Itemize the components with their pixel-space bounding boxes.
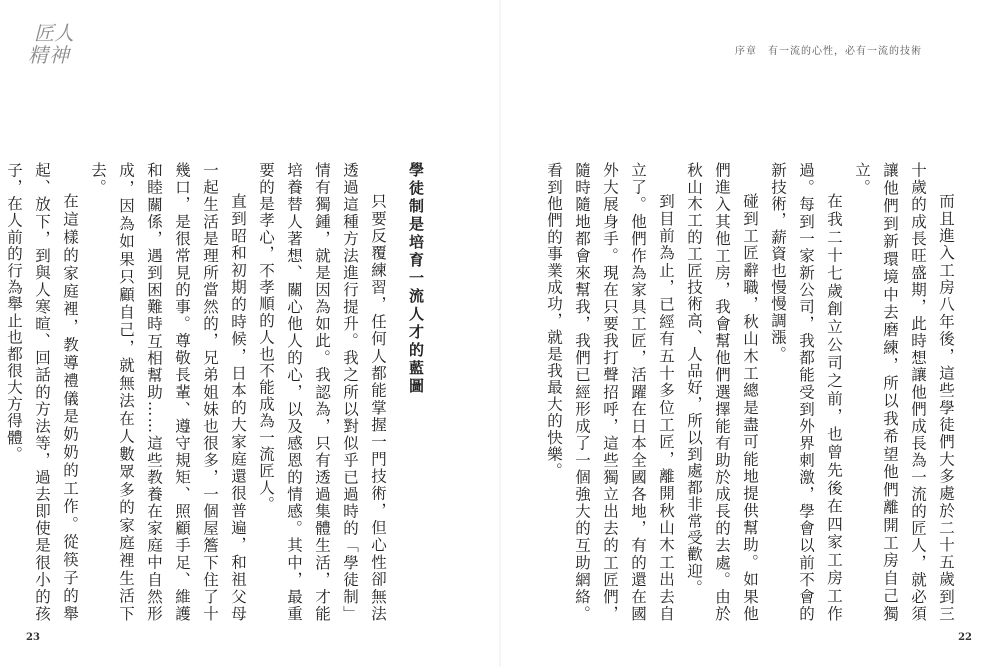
logo-line-2: 精神 — [28, 43, 70, 67]
paragraph: 在這樣的家庭裡，教導禮儀是奶奶的工作。從筷子的舉起、放下，到與人寒暄、回話的方法等，過去即使是很小的孩子，在人前的行為舉止也都很大方得體。 — [5, 162, 79, 622]
paragraph: 而且進入工房八年後，這些學徒們大多處於二十五歲到三十歲的成長旺盛期，此時想讓他們成長為一流的匠人，就必須讓他們到新環境中去磨練，所以我希望他們離開工房自己獨立。 — [853, 162, 955, 622]
paragraph: 直到昭和初期的時候，日本的大家庭還很普遍，和祖父母一起生活是理所當然的，兄弟姐妹也很多，一個屋簷下住了十幾口，是很常見的事。尊敬長輩、遵守規矩、照顧手足、維護和睦關係，遇到困難時互相幫助……這些教養在家庭中自然形成，因為如果只顧自己，就無法在人數眾多的家庭裡生活下去。 — [89, 162, 247, 622]
paragraph: 到目前為止，已經有五十多位工匠，離開秋山木工出去自立了。他們作為家具工匠，活躍在日本全國各地，有的還在國外大展身手。現在只要我打聲招呼，這些獨立出去的工匠們，隨時隨地都會來幫我，我們已經形成了一個強大的互助網絡。看到他們的事業成功，就是我最大的快樂。 — [545, 162, 675, 622]
page-number-left: 23 — [26, 632, 40, 643]
page-number-right: 22 — [958, 632, 972, 643]
paragraph: 只要反覆練習，任何人都能掌握一門技術，但心性卻無法透過這種方法進行提升。我之所以對似乎已過時的「學徒制」情有獨鍾，就是因為如此。我認為，只有透過集體生活，才能培養替人著想、關心他人的心，以及感恩的情感。其中，最重要的是孝心，不孝順的人也不能成為一流匠人。 — [257, 162, 387, 622]
left-page-body — [5, 162, 430, 622]
section-heading: 學徒制是培育一流人才的藍圖 — [407, 162, 425, 396]
right-page-body — [545, 162, 960, 622]
book-logo — [26, 18, 78, 70]
running-header: 序章 有一流的心性，必有一流的技術 — [735, 46, 922, 57]
logo-line-1: 匠人 — [34, 21, 74, 45]
paragraph: 在我二十七歲創立公司之前，也曾先後在四家工房工作過。每到一家新公司，我都能受到外界刺激，學會以前不會的新技術，薪資也慢慢調漲。 — [769, 162, 843, 622]
paragraph: 碰到工匠辭職，秋山木工總是盡可能地提供幫助。如果他們進入其他工房，我會幫他們選擇能有助於成長的去處。由於秋山木工的工匠技術高、人品好，所以到處都非常受歡迎。 — [685, 162, 759, 622]
